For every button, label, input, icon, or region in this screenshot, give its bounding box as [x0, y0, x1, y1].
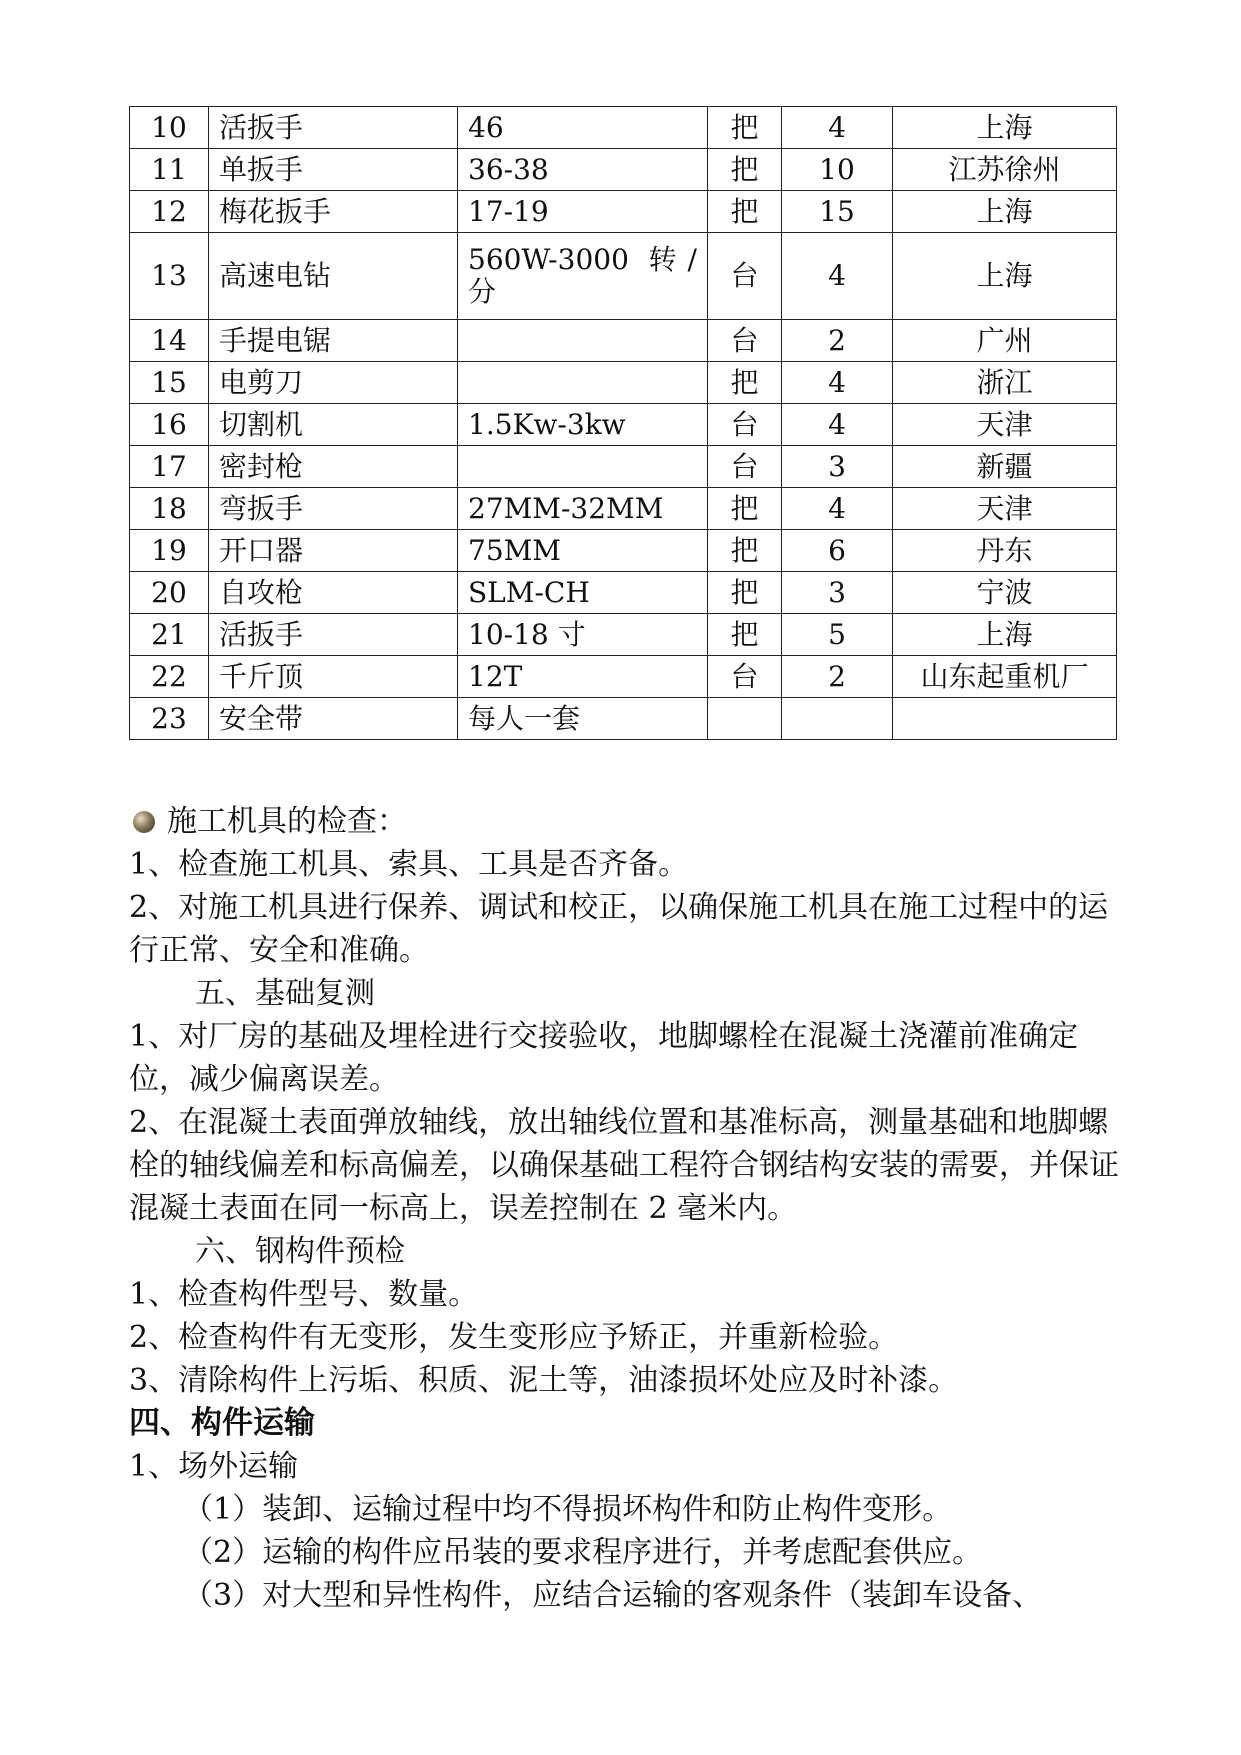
cell-no: 13 [130, 233, 209, 320]
cell-unit: 台 [708, 404, 782, 446]
cell-no: 11 [130, 149, 209, 191]
cell-spec [458, 446, 708, 488]
cell-name: 单扳手 [209, 149, 458, 191]
cell-spec: 36-38 [458, 149, 708, 191]
table-row [130, 572, 1117, 614]
cell-no: 14 [130, 320, 209, 362]
cell-spec: 75MM [458, 530, 708, 572]
cell-spec: 560W-3000 转/分 [458, 233, 708, 320]
table-row [130, 530, 1117, 572]
precheck-p3: 3、清除构件上污垢、积质、泥土等，油漆损坏处应及时补漆。 [129, 1363, 959, 1398]
bullet-icon [133, 811, 155, 833]
cell-spec: 12T [458, 656, 708, 698]
table-row [130, 320, 1117, 362]
cell-origin: 天津 [893, 488, 1117, 530]
cell-unit: 把 [708, 107, 782, 149]
cell-origin: 丹东 [893, 530, 1117, 572]
cell-qty: 15 [782, 191, 893, 233]
cell-no: 15 [130, 362, 209, 404]
cell-qty: 4 [782, 404, 893, 446]
cell-unit: 把 [708, 362, 782, 404]
table-row [130, 446, 1117, 488]
table-row [130, 107, 1117, 149]
cell-qty: 4 [782, 488, 893, 530]
table-row [130, 404, 1117, 446]
transport-item-3: （3）对大型和异性构件，应结合运输的客观条件（装卸车设备、 [183, 1578, 1043, 1613]
cell-qty: 6 [782, 530, 893, 572]
cell-qty [782, 698, 893, 740]
cell-spec: 1.5Kw-3kw [458, 404, 708, 446]
inspection-title: 施工机具的检查： [167, 804, 407, 839]
cell-spec [458, 320, 708, 362]
cell-qty: 10 [782, 149, 893, 191]
cell-spec: 每人一套 [458, 698, 708, 740]
cell-origin: 江苏徐州 [893, 149, 1117, 191]
precheck-title: 六、钢构件预检 [195, 1234, 405, 1269]
cell-unit: 把 [708, 572, 782, 614]
cell-no: 20 [130, 572, 209, 614]
tools-table [129, 106, 1117, 740]
cell-name: 手提电锯 [209, 320, 458, 362]
table-row [130, 614, 1117, 656]
cell-no: 23 [130, 698, 209, 740]
cell-name: 高速电钻 [209, 233, 458, 320]
cell-origin [893, 698, 1117, 740]
cell-spec: 17-19 [458, 191, 708, 233]
cell-origin: 上海 [893, 107, 1117, 149]
cell-spec: 46 [458, 107, 708, 149]
inspection-heading [129, 800, 1119, 843]
foundation-title: 五、基础复测 [195, 976, 375, 1011]
cell-qty: 3 [782, 572, 893, 614]
cell-origin: 天津 [893, 404, 1117, 446]
cell-origin: 浙江 [893, 362, 1117, 404]
cell-origin: 新疆 [893, 446, 1117, 488]
precheck-p1: 1、检查构件型号、数量。 [129, 1277, 479, 1312]
cell-name: 千斤顶 [209, 656, 458, 698]
cell-qty: 4 [782, 233, 893, 320]
tools-table-body [130, 107, 1117, 740]
cell-no: 21 [130, 614, 209, 656]
cell-no: 18 [130, 488, 209, 530]
cell-origin: 上海 [893, 233, 1117, 320]
cell-qty: 2 [782, 656, 893, 698]
cell-no: 16 [130, 404, 209, 446]
table-row [130, 149, 1117, 191]
table-row [130, 698, 1117, 740]
cell-spec: 10-18 寸 [458, 614, 708, 656]
inspection-p1: 1、检查施工机具、索具、工具是否齐备。 [129, 847, 689, 882]
inspection-p2: 2、对施工机具进行保养、调试和校正，以确保施工机具在施工过程中的运行正常、安全和准确。 [129, 890, 1109, 968]
cell-qty: 3 [782, 446, 893, 488]
cell-no: 17 [130, 446, 209, 488]
cell-unit: 台 [708, 446, 782, 488]
cell-name: 安全带 [209, 698, 458, 740]
cell-name: 电剪刀 [209, 362, 458, 404]
transport-item-2: （2）运输的构件应吊装的要求程序进行，并考虑配套供应。 [183, 1535, 983, 1570]
precheck-p2: 2、检查构件有无变形，发生变形应予矫正，并重新检验。 [129, 1320, 899, 1355]
cell-spec: SLM-CH [458, 572, 708, 614]
cell-name: 弯扳手 [209, 488, 458, 530]
cell-name: 活扳手 [209, 107, 458, 149]
cell-origin: 上海 [893, 191, 1117, 233]
cell-unit: 台 [708, 233, 782, 320]
cell-no: 12 [130, 191, 209, 233]
body-text [129, 800, 1119, 1617]
cell-qty: 2 [782, 320, 893, 362]
transport-heading: 四、构件运输 [129, 1405, 315, 1441]
cell-qty: 5 [782, 614, 893, 656]
foundation-p2: 2、在混凝土表面弹放轴线，放出轴线位置和基准标高，测量基础和地脚螺栓的轴线偏差和标高偏差，以确保基础工程符合钢结构安装的需要，并保证混凝土表面在同一标高上，误差控制在 2 毫米内。 [129, 1105, 1119, 1226]
cell-qty: 4 [782, 107, 893, 149]
table-row [130, 362, 1117, 404]
foundation-p1: 1、对厂房的基础及埋栓进行交接验收，地脚螺栓在混凝土浇灌前准确定位，减少偏离误差。 [129, 1019, 1079, 1097]
cell-origin: 宁波 [893, 572, 1117, 614]
cell-unit: 台 [708, 656, 782, 698]
cell-origin: 山东起重机厂 [893, 656, 1117, 698]
table-row [130, 488, 1117, 530]
transport-sub: 1、场外运输 [129, 1449, 299, 1484]
cell-unit: 把 [708, 614, 782, 656]
transport-item-1: （1）装卸、运输过程中均不得损坏构件和防止构件变形。 [183, 1492, 953, 1527]
table-row [130, 656, 1117, 698]
cell-name: 活扳手 [209, 614, 458, 656]
table-row [130, 233, 1117, 320]
cell-spec [458, 362, 708, 404]
cell-no: 10 [130, 107, 209, 149]
cell-name: 切割机 [209, 404, 458, 446]
cell-name: 密封枪 [209, 446, 458, 488]
cell-spec: 27MM-32MM [458, 488, 708, 530]
cell-unit: 把 [708, 488, 782, 530]
cell-name: 梅花扳手 [209, 191, 458, 233]
cell-origin: 广州 [893, 320, 1117, 362]
cell-name: 自攻枪 [209, 572, 458, 614]
cell-unit: 把 [708, 530, 782, 572]
table-row [130, 191, 1117, 233]
cell-unit [708, 698, 782, 740]
cell-origin: 上海 [893, 614, 1117, 656]
cell-unit: 把 [708, 149, 782, 191]
cell-unit: 台 [708, 320, 782, 362]
cell-unit: 把 [708, 191, 782, 233]
cell-no: 22 [130, 656, 209, 698]
cell-qty: 4 [782, 362, 893, 404]
cell-name: 开口器 [209, 530, 458, 572]
cell-no: 19 [130, 530, 209, 572]
